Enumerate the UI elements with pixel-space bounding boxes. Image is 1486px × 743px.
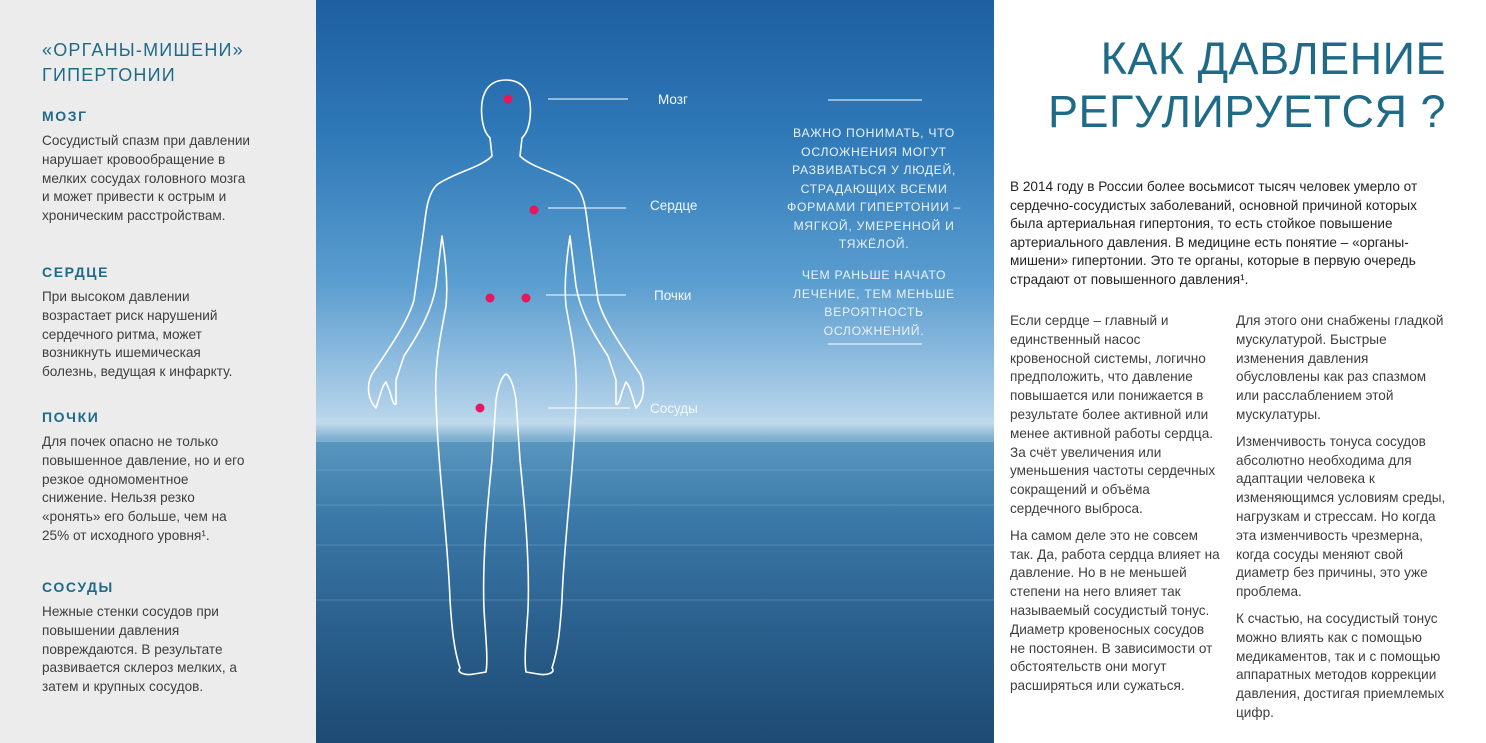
section-text: Нежные стенки сосудов при повышении давления повреждаются. В результате развивается склероз мелких, а затем и крупных сосудов. bbox=[42, 604, 237, 695]
section-text: При высоком давлении возрастает риск нарушений сердечного ритма, может возникнуть ишемическая болезнь, ведущая к инфаркту. bbox=[42, 289, 233, 380]
page-title-line2: РЕГУЛИРУЕТСЯ ? bbox=[1047, 86, 1446, 137]
section-heading: СОСУДЫ bbox=[42, 579, 114, 595]
paragraph: Для этого они снабжены гладкой мускулатурой. Быстрые изменения давления обусловлены как раз спазмом или расслаблением этой мускулатуры. bbox=[1236, 313, 1444, 422]
paragraph: Если сердце – главный и единственный насос кровеносной системы, логично предположить, что давление повышается или понижается в результате более активной или менее активной работы сердца. За счёт увеличения или уменьшения частоты сердечных сокращений и объёма сердечного выброса. bbox=[1010, 313, 1216, 516]
section-text: Для почек опасно не только повышенное давление, но и его резкое одномоментное снижение. Нельзя резко «ронять» его больше, чем на 25% от исходного уровня¹. bbox=[42, 434, 245, 543]
text-column-2 bbox=[1236, 312, 1448, 731]
intro-paragraph: В 2014 году в России более восьмисот тысяч человек умерло от сердечно-сосудистых заболеваний, основной причиной которых была артериальная гипертония, то есть стойкое повышение артериального давления. В медицине есть понятие – «органы-мишени» гипертонии. Это те органы, которые в первую очередь страдают от повышенного давления¹. bbox=[1010, 179, 1418, 287]
section-heading: СЕРДЦЕ bbox=[42, 264, 110, 280]
page-title-line1: КАК ДАВЛЕНИЕ bbox=[1100, 33, 1446, 84]
label-kidneys: Почки bbox=[654, 288, 692, 303]
left-panel bbox=[0, 0, 316, 743]
label-brain: Мозг bbox=[658, 92, 688, 107]
heart-dot bbox=[530, 206, 539, 215]
page-title bbox=[1040, 32, 1446, 138]
human-outline-icon bbox=[369, 80, 644, 675]
left-title bbox=[42, 38, 302, 88]
left-title-line2: ГИПЕРТОНИИ bbox=[42, 65, 176, 85]
text-column-1 bbox=[1010, 312, 1222, 704]
sea-photo-panel bbox=[316, 0, 994, 743]
organ-dots bbox=[476, 95, 539, 413]
horizon-haze bbox=[316, 418, 994, 442]
label-vessels: Сосуды bbox=[650, 401, 698, 416]
kidney-left-dot bbox=[486, 294, 495, 303]
water-streaks bbox=[316, 470, 994, 600]
paragraph: К счастью, на сосудистый тонус можно влиять как с помощью медикаментов, так и с помощью аппаратных методов коррекции давления, достигая приемлемых цифр. bbox=[1236, 610, 1445, 720]
note-early-treatment: ЧЕМ РАНЬШЕ НАЧАТО ЛЕЧЕНИЕ, ТЕМ МЕНЬШЕ ВЕРОЯТНОСТЬ ОСЛОЖНЕНИЙ. bbox=[793, 268, 955, 338]
label-heart: Сердце bbox=[650, 198, 698, 213]
paragraph: Изменчивость тонуса сосудов абсолютно необходима для адаптации человека к изменяющимся условиям среды, нагрузкам и стрессам. Но когда эта изменчивость чрезмерна, когда сосуды меняют свой диаметр без причины, это уже проблема. bbox=[1236, 433, 1446, 600]
note-complications: ВАЖНО ПОНИМАТЬ, ЧТО ОСЛОЖНЕНИЯ МОГУТ РАЗВИВАТЬСЯ У ЛЮДЕЙ, СТРАДАЮЩИХ ВСЕМИ ФОРМАМИ ГИПЕРТОНИИ – МЯГКОЙ, УМЕРЕННОЙ И ТЯЖЁЛОЙ. bbox=[786, 126, 961, 251]
section-heading: МОЗГ bbox=[42, 108, 88, 124]
brain-dot bbox=[504, 95, 513, 104]
body-figure bbox=[316, 0, 994, 743]
vessels-dot bbox=[476, 404, 485, 413]
left-title-line1: «ОРГАНЫ-МИШЕНИ» bbox=[42, 40, 244, 60]
section-heading: ПОЧКИ bbox=[42, 409, 100, 425]
paragraph: На самом деле это не совсем так. Да, работа сердца влияет на давление. Но в не меньшей степени на него влияет так называемый сосудистый тонус. Диаметр кровеносных сосудов не постоянен. В зависимости от обстоятельств они могут расширяться или сужаться. bbox=[1010, 527, 1220, 694]
kidney-right-dot bbox=[522, 294, 531, 303]
section-text: Сосудистый спазм при давлении нарушает кровообращение в мелких сосудах головного мозга и может привести к острым и хроническим расстройствам. bbox=[42, 133, 251, 224]
